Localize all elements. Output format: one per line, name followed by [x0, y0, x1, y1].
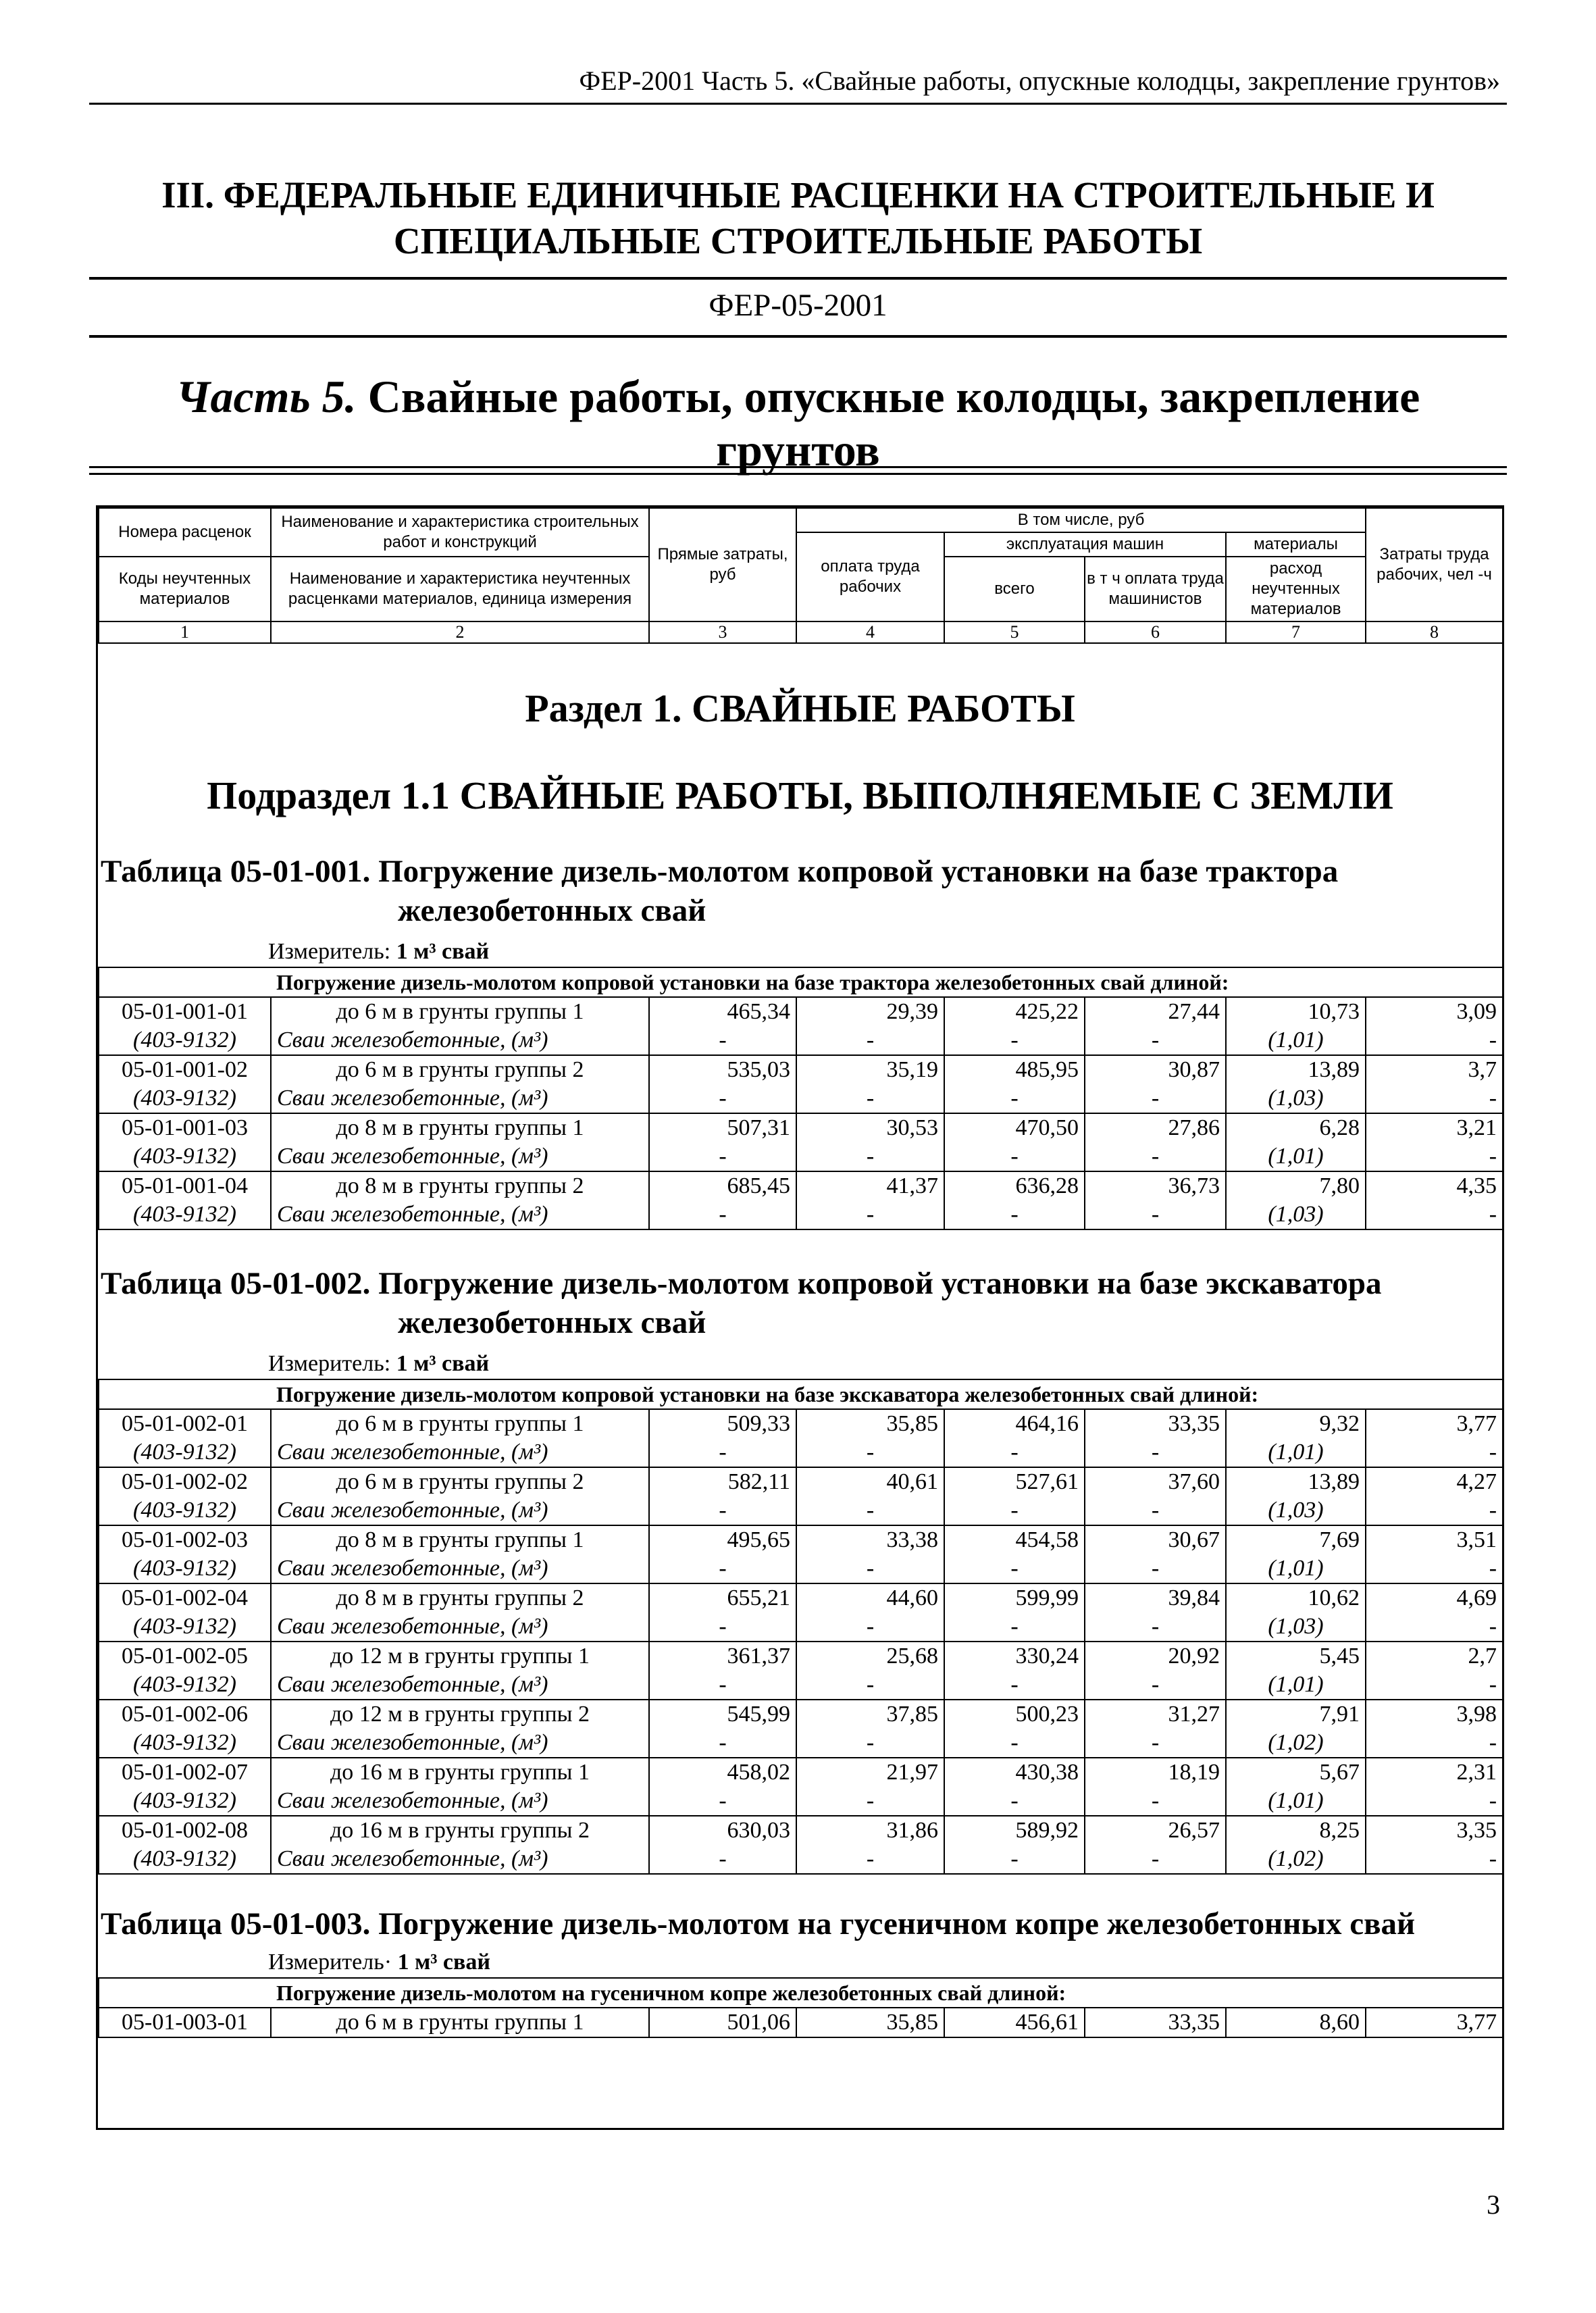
dash: - [796, 1729, 944, 1758]
title-rule-bottom [89, 335, 1507, 338]
work-name: до 8 м в грунты группы 2 [271, 1171, 649, 1200]
dash: - [1085, 1554, 1226, 1583]
dash: - [944, 1200, 1085, 1229]
table-row [99, 1113, 1503, 1142]
dash: - [944, 1729, 1085, 1758]
labor-hours: 4,69 [1366, 1583, 1503, 1612]
direct-costs: 465,34 [649, 997, 796, 1026]
materials-cost: 8,60 [1226, 2008, 1366, 2037]
dash: - [649, 1084, 796, 1113]
labor-pay: 31,86 [796, 1816, 944, 1845]
table-row-material [99, 1496, 1503, 1525]
section-title: Раздел 1. СВАЙНЫЕ РАБОТЫ [525, 686, 1075, 730]
dash: - [944, 1845, 1085, 1874]
unit-of-measure-value: 1 м³ свай [396, 1351, 490, 1376]
material-name: Сваи железобетонные, (м³) [271, 1142, 649, 1171]
labor-pay: 37,85 [796, 1700, 944, 1729]
title-rule-top [89, 277, 1507, 280]
work-name: до 6 м в грунты группы 1 [271, 1409, 649, 1438]
direct-costs: 630,03 [649, 1816, 796, 1845]
materials-cost: 13,89 [1226, 1467, 1366, 1496]
material-consumption: (1,02) [1226, 1845, 1366, 1874]
table-row [99, 1171, 1503, 1200]
material-code: (403-9132) [99, 1084, 271, 1113]
direct-costs: 509,33 [649, 1409, 796, 1438]
machines-total: 527,61 [944, 1467, 1085, 1496]
labor-pay: 21,97 [796, 1758, 944, 1787]
material-consumption: (1,01) [1226, 1671, 1366, 1700]
table-row [99, 1816, 1503, 1845]
direct-costs: 361,37 [649, 1642, 796, 1671]
rate-table-title [98, 1904, 1502, 1943]
dash: - [1366, 1787, 1503, 1816]
col-header-labor-pay: оплата труда рабочих [796, 532, 944, 621]
labor-pay: 35,19 [796, 1055, 944, 1084]
rates-table [98, 967, 1503, 1230]
dash: - [1085, 1142, 1226, 1171]
part-title [89, 370, 1507, 477]
dash: - [944, 1026, 1085, 1055]
dash: - [796, 1200, 944, 1229]
drivers-pay: 39,84 [1085, 1583, 1226, 1612]
dash: - [796, 1845, 944, 1874]
machines-total: 500,23 [944, 1700, 1085, 1729]
rate-table-title-line-1: Таблица 05-01-003. Погружение дизель-молотом на гусеничном копре железобетонных свай [101, 1906, 1416, 1941]
material-name: Сваи железобетонные, (м³) [271, 1787, 649, 1816]
direct-costs: 458,02 [649, 1758, 796, 1787]
rate-code: 05-01-002-03 [99, 1525, 271, 1554]
dash: - [796, 1496, 944, 1525]
material-name: Сваи железобетонные, (м³) [271, 1496, 649, 1525]
material-consumption: (1,01) [1226, 1787, 1366, 1816]
table-row-material [99, 1787, 1503, 1816]
document-title-line-2: СПЕЦИАЛЬНЫЕ СТРОИТЕЛЬНЫЕ РАБОТЫ [393, 220, 1203, 261]
machines-total: 464,16 [944, 1409, 1085, 1438]
unit-of-measure-label: Измеритель: [268, 939, 396, 964]
rate-table-title-line-1: Таблица 05-01-002. Погружение дизель-молотом копровой установки на базе экскаватора [101, 1266, 1382, 1301]
dash: - [649, 1845, 796, 1874]
rate-table-title [98, 1264, 1502, 1342]
table-caption-row [99, 1379, 1503, 1409]
direct-costs: 655,21 [649, 1583, 796, 1612]
dash: - [944, 1671, 1085, 1700]
dash: - [1366, 1142, 1503, 1171]
direct-costs: 582,11 [649, 1467, 796, 1496]
materials-cost: 9,32 [1226, 1409, 1366, 1438]
material-consumption: (1,01) [1226, 1438, 1366, 1467]
dash: - [649, 1200, 796, 1229]
document-title [89, 172, 1507, 264]
labor-hours: 3,51 [1366, 1525, 1503, 1554]
labor-hours: 3,7 [1366, 1055, 1503, 1084]
rate-code: 05-01-001-01 [99, 997, 271, 1026]
material-consumption: (1,01) [1226, 1554, 1366, 1583]
labor-pay: 44,60 [796, 1583, 944, 1612]
drivers-pay: 31,27 [1085, 1700, 1226, 1729]
rate-table-title [98, 852, 1502, 930]
material-code: (403-9132) [99, 1554, 271, 1583]
dash: - [796, 1438, 944, 1467]
work-name: до 6 м в грунты группы 2 [271, 1467, 649, 1496]
labor-hours: 3,98 [1366, 1700, 1503, 1729]
dash: - [1085, 1026, 1226, 1055]
rate-code: 05-01-002-08 [99, 1816, 271, 1845]
material-code: (403-9132) [99, 1729, 271, 1758]
dash: - [944, 1787, 1085, 1816]
dash: - [1085, 1671, 1226, 1700]
table-row [99, 2008, 1503, 2037]
part-rule-2 [89, 473, 1507, 475]
rates-table [98, 1977, 1503, 2038]
drivers-pay: 30,87 [1085, 1055, 1226, 1084]
direct-costs: 545,99 [649, 1700, 796, 1729]
col-header-machines: эксплуатация машин [944, 532, 1226, 557]
col-number: 6 [1085, 621, 1226, 643]
drivers-pay: 36,73 [1085, 1171, 1226, 1200]
work-name: до 6 м в грунты группы 1 [271, 2008, 649, 2037]
rate-code: 05-01-002-01 [99, 1409, 271, 1438]
machines-total: 470,50 [944, 1113, 1085, 1142]
drivers-pay: 20,92 [1085, 1642, 1226, 1671]
labor-hours: 2,7 [1366, 1642, 1503, 1671]
labor-hours: 3,09 [1366, 997, 1503, 1026]
dash: - [944, 1142, 1085, 1171]
material-name: Сваи железобетонные, (м³) [271, 1845, 649, 1874]
drivers-pay: 27,44 [1085, 997, 1226, 1026]
drivers-pay: 18,19 [1085, 1758, 1226, 1787]
work-name: до 8 м в грунты группы 2 [271, 1583, 649, 1612]
material-name: Сваи железобетонные, (м³) [271, 1554, 649, 1583]
dash: - [649, 1554, 796, 1583]
rate-code: 05-01-002-05 [99, 1642, 271, 1671]
labor-hours: 3,21 [1366, 1113, 1503, 1142]
material-code: (403-9132) [99, 1612, 271, 1642]
table-row [99, 1409, 1503, 1438]
labor-hours: 3,77 [1366, 1409, 1503, 1438]
table-row [99, 1758, 1503, 1787]
dash: - [1085, 1729, 1226, 1758]
drivers-pay: 27,86 [1085, 1113, 1226, 1142]
material-code: (403-9132) [99, 1026, 271, 1055]
dash: - [1085, 1438, 1226, 1467]
material-consumption: (1,01) [1226, 1142, 1366, 1171]
running-header: ФЕР-2001 Часть 5. «Свайные работы, опускные колодцы, закрепление грунтов» [579, 66, 1500, 96]
work-name: до 8 м в грунты группы 1 [271, 1113, 649, 1142]
col-header-group: В том числе, руб [796, 508, 1366, 532]
machines-total: 456,61 [944, 2008, 1085, 2037]
labor-pay: 25,68 [796, 1642, 944, 1671]
direct-costs: 535,03 [649, 1055, 796, 1084]
dash: - [1366, 1084, 1503, 1113]
unit-of-measure [98, 1349, 1502, 1379]
dash: - [649, 1787, 796, 1816]
dash: - [796, 1084, 944, 1113]
material-consumption: (1,03) [1226, 1200, 1366, 1229]
material-code: (403-9132) [99, 1845, 271, 1874]
dash: - [1085, 1084, 1226, 1113]
dash: - [1366, 1671, 1503, 1700]
rate-table-block [98, 852, 1502, 1230]
table-caption: Погружение дизель-молотом копровой установки на базе трактора железобетонных свай длиной: [99, 967, 1503, 997]
direct-costs: 501,06 [649, 2008, 796, 2037]
dash: - [649, 1671, 796, 1700]
material-code: (403-9132) [99, 1142, 271, 1171]
dash: - [796, 1787, 944, 1816]
table-row-material [99, 1142, 1503, 1171]
dash: - [1366, 1729, 1503, 1758]
rate-table-block [98, 1264, 1502, 1875]
dash: - [1366, 1496, 1503, 1525]
document-code: ФЕР-05-2001 [709, 288, 887, 323]
machines-total: 425,22 [944, 997, 1085, 1026]
col-number: 7 [1226, 621, 1366, 643]
work-name: до 16 м в грунты группы 1 [271, 1758, 649, 1787]
col-header-machines-total: всего [944, 557, 1085, 621]
rate-tables [98, 852, 1502, 2038]
dash: - [649, 1612, 796, 1642]
labor-hours: 3,35 [1366, 1816, 1503, 1845]
material-name: Сваи железобетонные, (м³) [271, 1671, 649, 1700]
labor-pay: 33,38 [796, 1525, 944, 1554]
labor-pay: 40,61 [796, 1467, 944, 1496]
part-rule-1 [89, 466, 1507, 468]
unit-of-measure-label: Измеритель: [268, 1351, 396, 1376]
rate-code: 05-01-001-04 [99, 1171, 271, 1200]
dash: - [649, 1026, 796, 1055]
rate-code: 05-01-002-06 [99, 1700, 271, 1729]
column-header-table [98, 507, 1503, 644]
rate-code: 05-01-001-03 [99, 1113, 271, 1142]
dash: - [944, 1612, 1085, 1642]
materials-cost: 8,25 [1226, 1816, 1366, 1845]
material-consumption: (1,01) [1226, 1026, 1366, 1055]
rate-table-title-line-2: железобетонных свай [398, 1305, 706, 1340]
col-number: 1 [99, 621, 271, 643]
labor-hours: 3,77 [1366, 2008, 1503, 2037]
dash: - [1085, 1200, 1226, 1229]
material-name: Сваи железобетонные, (м³) [271, 1438, 649, 1467]
table-caption-row [99, 967, 1503, 997]
drivers-pay: 26,57 [1085, 1816, 1226, 1845]
dash: - [1085, 1496, 1226, 1525]
dash: - [1366, 1612, 1503, 1642]
col-header-material-code: Коды неучтенных материалов [99, 557, 271, 621]
table-caption: Погружение дизель-молотом копровой установки на базе экскаватора железобетонных свай длиной: [99, 1379, 1503, 1409]
labor-pay: 30,53 [796, 1113, 944, 1142]
table-row-material [99, 1671, 1503, 1700]
rate-code: 05-01-003-01 [99, 2008, 271, 2037]
dash: - [796, 1554, 944, 1583]
col-header-direct-costs: Прямые затраты, руб [649, 508, 796, 621]
materials-cost: 5,45 [1226, 1642, 1366, 1671]
machines-total: 599,99 [944, 1583, 1085, 1612]
work-name: до 6 м в грунты группы 2 [271, 1055, 649, 1084]
col-header-material-name: Наименование и характеристика неучтенных расценками материалов, единица измерения [271, 557, 649, 621]
work-name: до 6 м в грунты группы 1 [271, 997, 649, 1026]
col-number: 4 [796, 621, 944, 643]
rate-table-title-line-2: железобетонных свай [398, 893, 706, 928]
dash: - [1366, 1845, 1503, 1874]
material-consumption: (1,03) [1226, 1496, 1366, 1525]
dash: - [1366, 1554, 1503, 1583]
machines-total: 454,58 [944, 1525, 1085, 1554]
part-prefix: Часть 5. [176, 371, 357, 422]
rate-table-block [98, 1904, 1502, 2038]
materials-cost: 7,91 [1226, 1700, 1366, 1729]
material-consumption: (1,02) [1226, 1729, 1366, 1758]
rate-code: 05-01-002-02 [99, 1467, 271, 1496]
materials-cost: 13,89 [1226, 1055, 1366, 1084]
table-row-material [99, 1084, 1503, 1113]
dash: - [796, 1026, 944, 1055]
dash: - [1366, 1026, 1503, 1055]
table-row-material [99, 1026, 1503, 1055]
dash: - [1366, 1438, 1503, 1467]
dash: - [796, 1612, 944, 1642]
unit-of-measure [98, 937, 1502, 967]
materials-cost: 6,28 [1226, 1113, 1366, 1142]
dash: - [649, 1438, 796, 1467]
dash: - [1085, 1612, 1226, 1642]
table-row-material [99, 1554, 1503, 1583]
document-title-line-1: III. ФЕДЕРАЛЬНЫЕ ЕДИНИЧНЫЕ РАСЦЕНКИ НА СТРОИТЕЛЬНЫЕ И [161, 174, 1435, 215]
dash: - [649, 1496, 796, 1525]
rate-code: 05-01-001-02 [99, 1055, 271, 1084]
table-row [99, 1467, 1503, 1496]
machines-total: 430,38 [944, 1758, 1085, 1787]
labor-hours: 4,27 [1366, 1467, 1503, 1496]
dash: - [649, 1729, 796, 1758]
drivers-pay: 33,35 [1085, 1409, 1226, 1438]
dash: - [944, 1084, 1085, 1113]
table-row-material [99, 1612, 1503, 1642]
unit-of-measure [98, 1948, 1502, 1977]
material-code: (403-9132) [99, 1671, 271, 1700]
materials-cost: 10,62 [1226, 1583, 1366, 1612]
table-row-material [99, 1438, 1503, 1467]
rates-frame [96, 505, 1504, 2130]
work-name: до 16 м в грунты группы 2 [271, 1816, 649, 1845]
unit-of-measure-value: 1 м³ свай [396, 939, 490, 964]
machines-total: 330,24 [944, 1642, 1085, 1671]
work-name: до 12 м в грунты группы 2 [271, 1700, 649, 1729]
col-number: 8 [1366, 621, 1503, 643]
drivers-pay: 37,60 [1085, 1467, 1226, 1496]
work-name: до 12 м в грунты группы 1 [271, 1642, 649, 1671]
labor-pay: 41,37 [796, 1171, 944, 1200]
material-code: (403-9132) [99, 1200, 271, 1229]
material-code: (403-9132) [99, 1438, 271, 1467]
col-header-drivers-pay: в т ч оплата труда машинистов [1085, 557, 1226, 621]
material-consumption: (1,03) [1226, 1084, 1366, 1113]
machines-total: 636,28 [944, 1171, 1085, 1200]
direct-costs: 685,45 [649, 1171, 796, 1200]
materials-cost: 10,73 [1226, 997, 1366, 1026]
material-name: Сваи железобетонные, (м³) [271, 1612, 649, 1642]
table-row-material [99, 1200, 1503, 1229]
part-name: Свайные работы, опускные колодцы, закрепление грунтов [367, 371, 1420, 476]
labor-pay: 35,85 [796, 1409, 944, 1438]
machines-total: 589,92 [944, 1816, 1085, 1845]
dash: - [1366, 1200, 1503, 1229]
unit-of-measure-value: 1 м³ свай [397, 1950, 490, 1975]
labor-hours: 4,35 [1366, 1171, 1503, 1200]
col-header-work-name: Наименование и характеристика строительных работ и конструкций [271, 508, 649, 557]
header-rule [89, 103, 1507, 105]
table-caption: Погружение дизель-молотом на гусеничном копре железобетонных свай длиной: [99, 1978, 1503, 2008]
dash: - [1085, 1787, 1226, 1816]
table-caption-row [99, 1978, 1503, 2008]
material-name: Сваи железобетонные, (м³) [271, 1200, 649, 1229]
page-number: 3 [1487, 2189, 1500, 2220]
dash: - [944, 1554, 1085, 1583]
work-name: до 8 м в грунты группы 1 [271, 1525, 649, 1554]
material-name: Сваи железобетонные, (м³) [271, 1026, 649, 1055]
dash: - [944, 1438, 1085, 1467]
material-consumption: (1,03) [1226, 1612, 1366, 1642]
direct-costs: 507,31 [649, 1113, 796, 1142]
table-row-material [99, 1845, 1503, 1874]
subsection-title: Подраздел 1.1 СВАЙНЫЕ РАБОТЫ, ВЫПОЛНЯЕМЫЕ С ЗЕМЛИ [207, 773, 1393, 817]
dash: - [1085, 1845, 1226, 1874]
table-row [99, 1700, 1503, 1729]
rate-code: 05-01-002-04 [99, 1583, 271, 1612]
dash: - [796, 1671, 944, 1700]
drivers-pay: 30,67 [1085, 1525, 1226, 1554]
dash: - [649, 1142, 796, 1171]
col-header-rate-number: Номера расценок [99, 508, 271, 557]
col-number: 5 [944, 621, 1085, 643]
dash: - [944, 1496, 1085, 1525]
material-name: Сваи железобетонные, (м³) [271, 1729, 649, 1758]
direct-costs: 495,65 [649, 1525, 796, 1554]
col-number: 3 [649, 621, 796, 643]
table-row [99, 997, 1503, 1026]
table-row [99, 1525, 1503, 1554]
labor-hours: 2,31 [1366, 1758, 1503, 1787]
table-row-material [99, 1729, 1503, 1758]
material-name: Сваи железобетонные, (м³) [271, 1084, 649, 1113]
materials-cost: 7,80 [1226, 1171, 1366, 1200]
labor-pay: 29,39 [796, 997, 944, 1026]
col-header-materials: материалы [1226, 532, 1366, 557]
col-header-labor-hours: Затраты труда рабочих, чел -ч [1366, 508, 1503, 621]
col-number: 2 [271, 621, 649, 643]
drivers-pay: 33,35 [1085, 2008, 1226, 2037]
rate-table-title-line-1: Таблица 05-01-001. Погружение дизель-молотом копровой установки на базе трактора [101, 854, 1339, 889]
material-code: (403-9132) [99, 1787, 271, 1816]
table-row [99, 1583, 1503, 1612]
unit-of-measure-label: Измеритель· [268, 1950, 398, 1975]
rate-code: 05-01-002-07 [99, 1758, 271, 1787]
rates-table [98, 1379, 1503, 1875]
material-code: (403-9132) [99, 1496, 271, 1525]
dash: - [796, 1142, 944, 1171]
col-header-material-consumption: расход неучтенных материалов [1226, 557, 1366, 621]
table-row [99, 1642, 1503, 1671]
materials-cost: 5,67 [1226, 1758, 1366, 1787]
table-row [99, 1055, 1503, 1084]
labor-pay: 35,85 [796, 2008, 944, 2037]
machines-total: 485,95 [944, 1055, 1085, 1084]
materials-cost: 7,69 [1226, 1525, 1366, 1554]
